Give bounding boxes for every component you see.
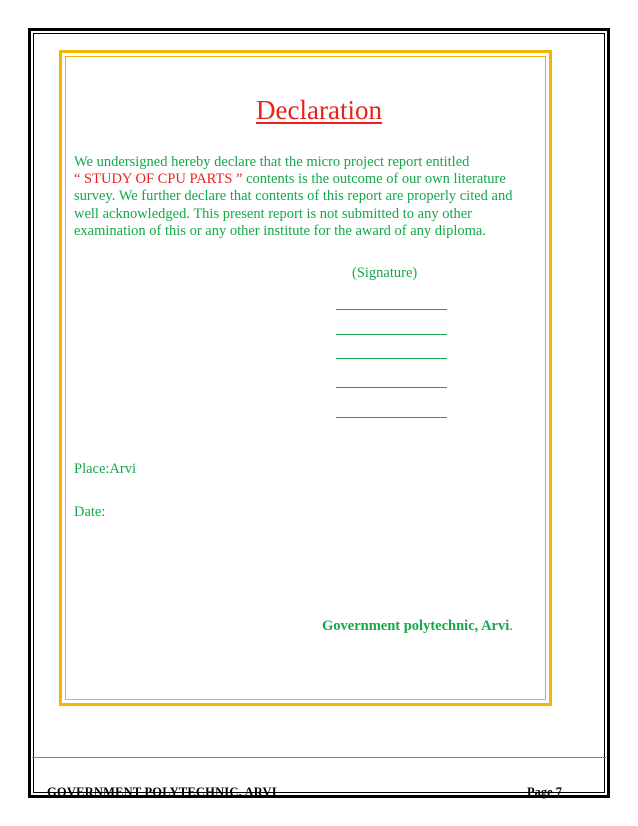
signature-line: [336, 334, 447, 335]
declaration-line: We undersigned hereby declare that the micro project report entitled: [74, 154, 470, 170]
declaration-paragraph: [74, 154, 524, 240]
footer-institute: GOVERNMENT POLYTECHNIC, ARVI: [47, 785, 277, 799]
signature-label: (Signature): [352, 265, 418, 281]
institute-label: Government polytechnic, Arvi: [322, 618, 510, 634]
signature-line: [336, 417, 447, 418]
declaration-line: examination of this or any other institute for the award of any diploma.: [74, 222, 486, 239]
institute-period: .: [509, 618, 513, 634]
signature-line: [336, 387, 447, 388]
place-field: Place:Arvi: [74, 461, 137, 477]
page-number: Page 7: [527, 785, 563, 799]
signature-line: [336, 358, 447, 359]
declaration-line: survey. We further declare that contents of this report are properly cited and: [74, 188, 513, 205]
declaration-line: [74, 171, 524, 188]
signature-line: [336, 309, 447, 310]
institute-name: [322, 618, 513, 635]
date-field: Date:: [74, 504, 106, 520]
declaration-line-rest: contents is the outcome of our own literature: [242, 171, 506, 188]
footer-divider: [32, 757, 606, 758]
declaration-line: well acknowledged. This present report is not submitted to any other: [74, 205, 472, 222]
decorative-frame: [59, 50, 552, 706]
page-title: Declaration: [256, 95, 382, 125]
project-title: “ STUDY OF CPU PARTS ”: [74, 171, 243, 188]
